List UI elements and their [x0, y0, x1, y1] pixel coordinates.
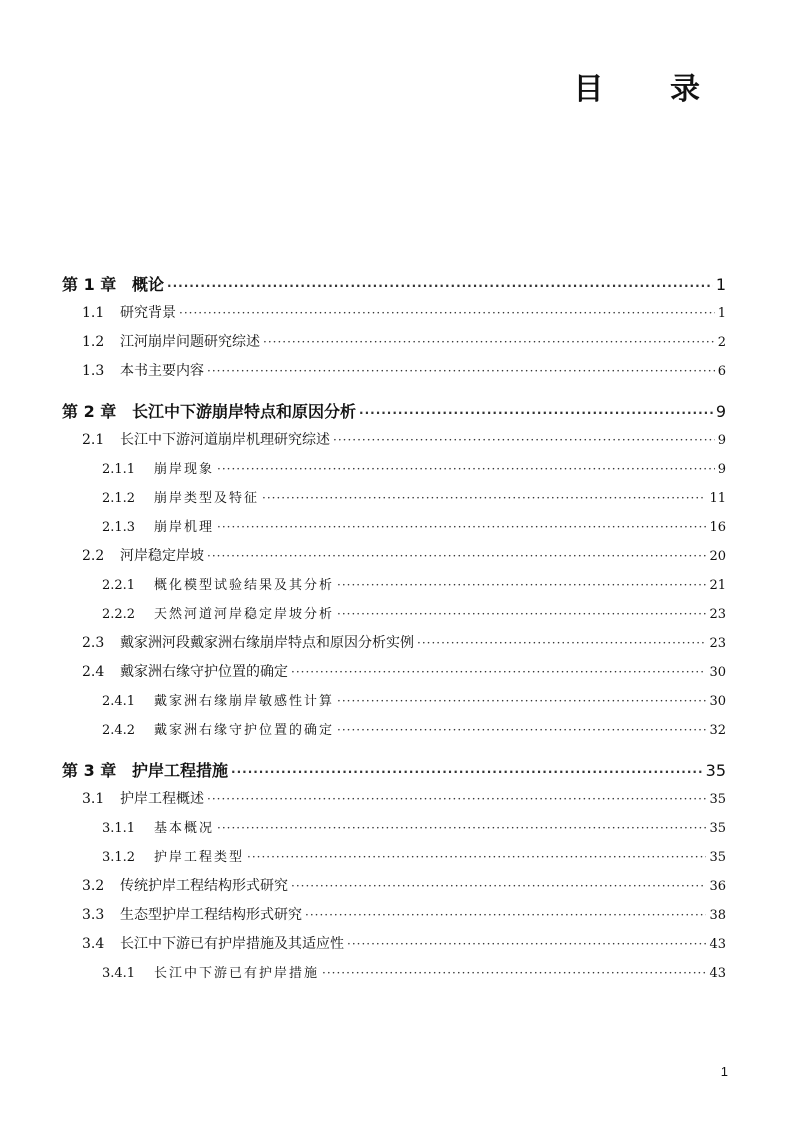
dot-leader — [217, 520, 706, 534]
toc-entry[interactable] — [62, 545, 726, 574]
toc-entry[interactable] — [62, 904, 726, 933]
toc-entry-label: 长江中下游崩岸特点和原因分析 — [132, 402, 357, 421]
toc-entry-number: 1.2 — [82, 334, 105, 350]
toc-entry-label: 崩岸类型及特征 — [154, 491, 260, 506]
toc-entry[interactable] — [62, 690, 726, 719]
toc-entry-page: 6 — [717, 364, 726, 379]
toc-entry-label: 江河崩岸问题研究综述 — [120, 334, 260, 350]
toc-entry-label: 护岸工程概述 — [120, 791, 204, 807]
toc-entry-number: 1.1 — [82, 305, 105, 321]
toc-entry-page: 20 — [709, 549, 726, 564]
dot-leader — [322, 966, 706, 980]
toc-entry-number: 2.1 — [82, 432, 105, 448]
toc-entry-number: 3.1.1 — [102, 821, 136, 836]
dot-leader — [231, 765, 703, 779]
toc-entry-number: 3.2 — [82, 878, 105, 894]
toc-entry-page: 35 — [709, 850, 726, 865]
toc-entry-page: 23 — [709, 607, 726, 622]
toc-entry-page: 35 — [709, 821, 726, 836]
dot-leader — [179, 306, 715, 320]
toc-entry-label: 戴家洲右缘崩岸敏感性计算 — [154, 694, 335, 709]
dot-leader — [247, 850, 706, 864]
toc-entry[interactable] — [62, 817, 726, 846]
toc-entry-label: 长江中下游河道崩岸机理研究综述 — [120, 432, 330, 448]
toc-entry-number: 第 2 章 — [62, 402, 117, 421]
toc-entry-label: 崩岸机理 — [154, 520, 215, 535]
toc-entry-label: 基本概况 — [154, 821, 215, 836]
toc-entry[interactable] — [62, 962, 726, 991]
table-of-contents — [62, 272, 726, 991]
toc-entry[interactable] — [62, 429, 726, 458]
toc-entry-page: 9 — [717, 462, 726, 477]
dot-leader — [337, 578, 706, 592]
toc-entry-number: 2.4.1 — [102, 694, 136, 709]
dot-leader — [291, 665, 706, 679]
toc-entry-number: 2.2.2 — [102, 607, 136, 622]
toc-entry-number: 3.3 — [82, 907, 105, 923]
toc-entry-page: 30 — [709, 694, 726, 709]
toc-entry-label: 概论 — [132, 275, 165, 294]
toc-entry-label: 生态型护岸工程结构形式研究 — [120, 907, 302, 923]
toc-entry-page: 23 — [709, 636, 726, 651]
toc-entry-number: 第 1 章 — [62, 275, 117, 294]
toc-entry-number: 1.3 — [82, 363, 105, 379]
toc-entry-page: 32 — [709, 723, 726, 738]
toc-entry-page: 1 — [717, 306, 726, 321]
toc-entry-label: 戴家洲右缘守护位置的确定 — [120, 664, 288, 680]
toc-entry-label: 传统护岸工程结构形式研究 — [120, 878, 288, 894]
toc-entry-page: 35 — [709, 792, 726, 807]
toc-entry-page: 43 — [709, 937, 726, 952]
dot-leader — [207, 549, 706, 563]
toc-entry-number: 2.2 — [82, 548, 105, 564]
toc-entry[interactable] — [62, 846, 726, 875]
toc-entry-page: 38 — [709, 908, 726, 923]
toc-entry-page: 9 — [715, 402, 726, 421]
dot-leader — [337, 694, 706, 708]
toc-entry[interactable] — [62, 632, 726, 661]
dot-leader — [333, 433, 715, 447]
toc-entry[interactable] — [62, 603, 726, 632]
toc-entry-page: 16 — [709, 520, 726, 535]
toc-entry-label: 长江中下游已有护岸措施及其适应性 — [120, 936, 344, 952]
toc-entry[interactable] — [62, 661, 726, 690]
toc-entry[interactable] — [62, 788, 726, 817]
toc-entry[interactable] — [62, 516, 726, 545]
toc-entry-page: 9 — [717, 433, 726, 448]
toc-entry-page: 11 — [709, 491, 726, 506]
dot-leader — [359, 406, 713, 420]
toc-entry[interactable] — [62, 875, 726, 904]
toc-entry-number: 2.3 — [82, 635, 105, 651]
toc-entry[interactable] — [62, 487, 726, 516]
dot-leader — [347, 937, 706, 951]
dot-leader — [217, 821, 706, 835]
toc-entry-page: 21 — [709, 578, 726, 593]
toc-entry-label: 长江中下游已有护岸措施 — [154, 966, 320, 981]
toc-entry[interactable] — [62, 719, 726, 748]
toc-entry[interactable] — [62, 399, 726, 429]
toc-entry-label: 本书主要内容 — [120, 363, 204, 379]
toc-entry-number: 2.1.1 — [102, 462, 136, 477]
toc-entry[interactable] — [62, 758, 726, 788]
toc-entry-page: 30 — [709, 665, 726, 680]
toc-entry[interactable] — [62, 302, 726, 331]
toc-entry-number: 3.4 — [82, 936, 105, 952]
dot-leader — [217, 462, 715, 476]
toc-entry-number: 2.1.3 — [102, 520, 136, 535]
toc-entry-number: 2.4.2 — [102, 723, 136, 738]
dot-leader — [305, 908, 706, 922]
dot-leader — [207, 364, 715, 378]
dot-leader — [291, 879, 706, 893]
toc-entry-number: 2.1.2 — [102, 491, 136, 506]
toc-entry-number: 3.1.2 — [102, 850, 136, 865]
toc-entry-number: 2.4 — [82, 664, 105, 680]
toc-entry-page: 35 — [705, 761, 726, 780]
dot-leader — [337, 607, 706, 621]
toc-entry-number: 2.2.1 — [102, 578, 136, 593]
dot-leader — [167, 279, 713, 293]
toc-entry-label: 崩岸现象 — [154, 462, 215, 477]
page-number: 1 — [720, 1064, 728, 1079]
page-title: 目 录 — [573, 72, 728, 107]
toc-entry-page: 1 — [715, 275, 726, 294]
toc-entry-number: 3.4.1 — [102, 966, 136, 981]
toc-entry-label: 护岸工程措施 — [132, 761, 229, 780]
toc-entry-label: 戴家洲河段戴家洲右缘崩岸特点和原因分析实例 — [120, 635, 414, 651]
dot-leader — [207, 792, 706, 806]
toc-entry-page: 43 — [709, 966, 726, 981]
toc-entry-number: 3.1 — [82, 791, 105, 807]
toc-entry-number: 第 3 章 — [62, 761, 117, 780]
toc-entry[interactable] — [62, 360, 726, 389]
toc-entry[interactable] — [62, 574, 726, 603]
dot-leader — [262, 491, 706, 505]
dot-leader — [417, 636, 706, 650]
toc-entry[interactable] — [62, 458, 726, 487]
dot-leader — [263, 335, 715, 349]
toc-entry-label: 天然河道河岸稳定岸坡分析 — [154, 607, 335, 622]
toc-entry-label: 概化模型试验结果及其分析 — [154, 578, 335, 593]
toc-entry-label: 护岸工程类型 — [154, 850, 245, 865]
toc-entry-page: 36 — [709, 879, 726, 894]
toc-entry-label: 河岸稳定岸坡 — [120, 548, 204, 564]
toc-entry[interactable] — [62, 933, 726, 962]
toc-entry-page: 2 — [717, 335, 726, 350]
toc-entry-label: 研究背景 — [120, 305, 176, 321]
toc-entry[interactable] — [62, 331, 726, 360]
toc-entry[interactable] — [62, 272, 726, 302]
toc-entry-label: 戴家洲右缘守护位置的确定 — [154, 723, 335, 738]
dot-leader — [337, 723, 706, 737]
